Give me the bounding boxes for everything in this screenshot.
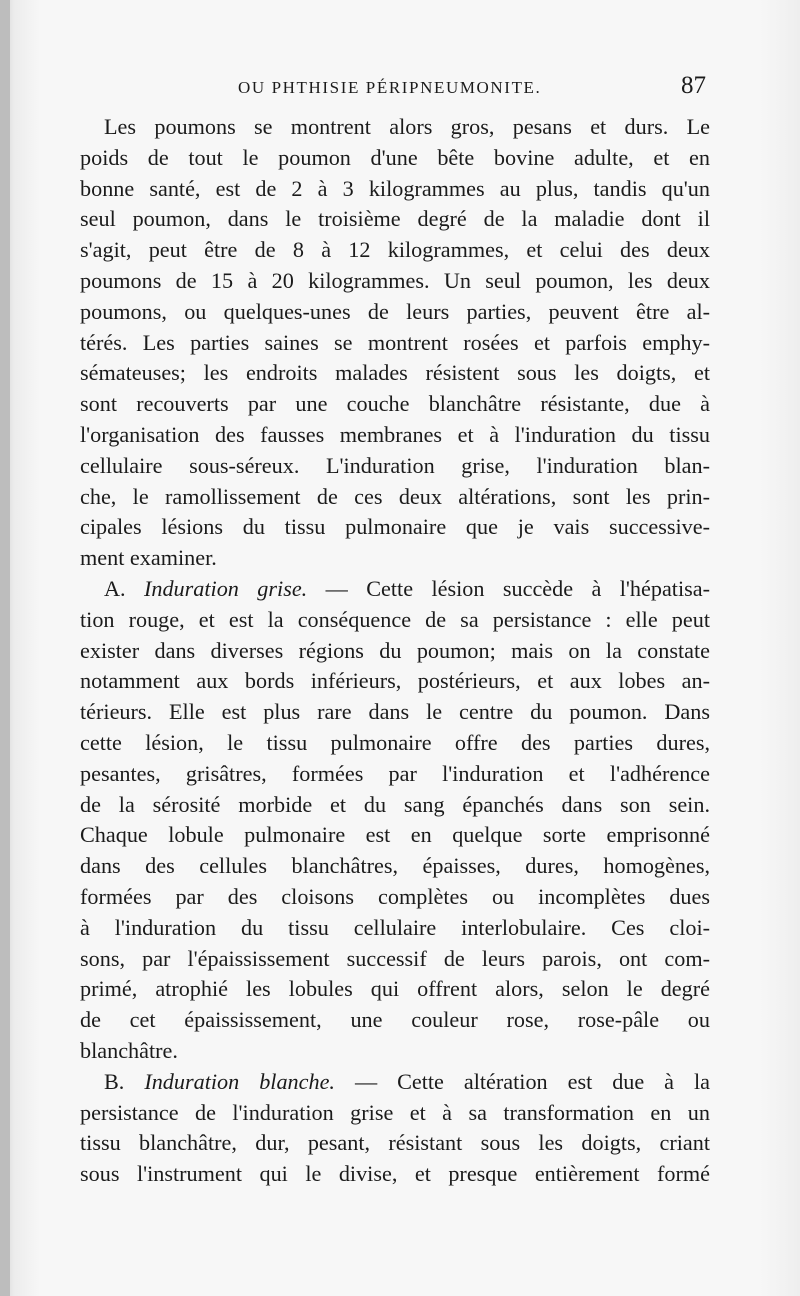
body-text [80, 112, 710, 1190]
section-label: A. [104, 575, 126, 601]
text-line: pesantes, grisâtres, formées par l'induration et l'adhérence [80, 760, 710, 786]
text-line: s'agit, peut être de 8 à 12 kilogrammes, et celui des deux [80, 237, 710, 263]
text-line: sémateuses; les endroits malades résistent sous les doigts, et [80, 360, 710, 386]
text-line: Les poumons se montrent alors gros, pesans et durs. Le [104, 114, 710, 139]
text-line: Chaque lobule pulmonaire est en quelque sorte emprisonné [80, 822, 710, 848]
page-header [80, 72, 710, 106]
running-head: OU PHTHISIE PÉRIPNEUMONITE. [238, 78, 542, 97]
text-line: sous l'instrument qui le divise, et presque entièrement formé [80, 1161, 710, 1187]
text-line: poumons, ou quelques-unes de leurs parties, peuvent être al- [80, 298, 710, 324]
text-line: à l'induration du tissu cellulaire interlobulaire. Ces cloi- [80, 914, 710, 940]
text-run: — Cette lésion succède à l'hépatisa- [307, 575, 710, 601]
text-line: bonne santé, est de 2 à 3 kilogrammes au plus, tandis qu'un [80, 175, 710, 201]
text-line: l'organisation des fausses membranes et à l'induration du tissu [80, 421, 710, 447]
text-line: cette lésion, le tissu pulmonaire offre des parties dures, [80, 729, 710, 755]
text-line: de cet épaississement, une couleur rose, rose-pâle ou [80, 1007, 710, 1033]
text-line: primé, atrophié les lobules qui offrent alors, selon le degré [80, 976, 710, 1002]
text-line [80, 574, 710, 605]
text-line: térieurs. Elle est plus rare dans le centre du poumon. Dans [80, 699, 710, 725]
page-edge-shadow [0, 0, 10, 1296]
text-line: sons, par l'épaississement successif de leurs parois, ont com- [80, 945, 710, 971]
text-line: cellulaire sous-séreux. L'induration grise, l'induration blan- [80, 452, 710, 478]
text-line: poids de tout le poumon d'une bête bovine adulte, et en [80, 144, 710, 170]
section-title: Induration blanche. [144, 1068, 335, 1094]
section-label: B. [104, 1068, 125, 1094]
text-line: cipales lésions du tissu pulmonaire que je vais successive- [80, 514, 710, 540]
text-line: dans des cellules blanchâtres, épaisses, dures, homogènes, [80, 853, 710, 879]
text-line: poumons de 15 à 20 kilogrammes. Un seul poumon, les deux [80, 267, 710, 293]
text-line: exister dans diverses régions du poumon; mais on la constate [80, 637, 710, 663]
text-line [80, 1067, 710, 1098]
text-line: ment examiner. [80, 545, 217, 571]
section-title: Induration grise. [143, 575, 308, 601]
text-line: térés. Les parties saines se montrent rosées et parfois emphy- [80, 329, 710, 355]
page-number: 87 [681, 72, 706, 99]
text-line: sont recouverts par une couche blanchâtre résistante, due à [80, 391, 710, 417]
text-line: de la sérosité morbide et du sang épanchés dans son sein. [80, 791, 710, 817]
text-line: tion rouge, et est la conséquence de sa persistance : elle peut [80, 606, 710, 632]
text-line: che, le ramollissement de ces deux altérations, sont les prin- [80, 483, 710, 509]
text-line: persistance de l'induration grise et à sa transformation en un [80, 1099, 710, 1125]
text-line: seul poumon, dans le troisième degré de la maladie dont il [80, 206, 710, 232]
text-line: tissu blanchâtre, dur, pesant, résistant sous les doigts, criant [80, 1130, 710, 1156]
text-line: notamment aux bords inférieurs, postérieurs, et aux lobes an- [80, 668, 710, 694]
text-run: — Cette altération est due à la [334, 1068, 710, 1094]
text-line: formées par des cloisons complètes ou incomplètes dues [80, 883, 710, 909]
text-line: blanchâtre. [80, 1037, 178, 1063]
